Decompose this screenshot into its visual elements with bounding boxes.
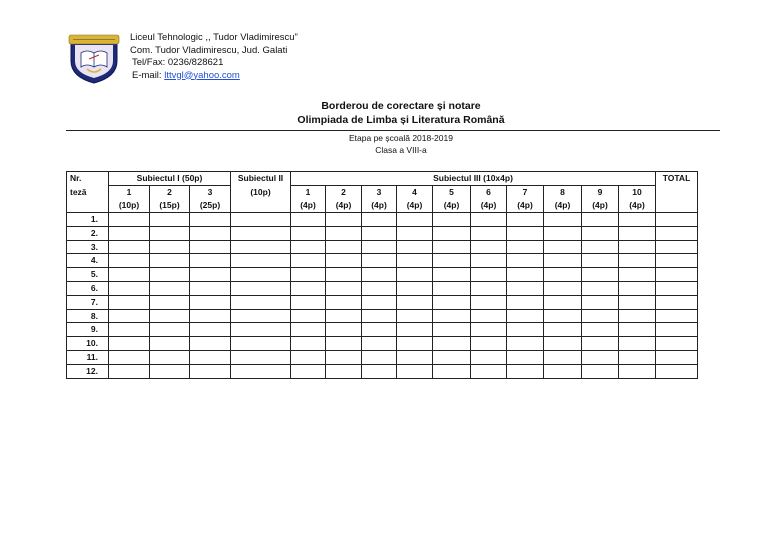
score-cell[interactable]	[190, 337, 231, 351]
score-cell[interactable]	[656, 281, 698, 295]
score-cell[interactable]	[433, 213, 471, 227]
score-cell[interactable]	[231, 226, 291, 240]
score-cell[interactable]	[544, 350, 582, 364]
score-cell[interactable]	[582, 268, 619, 282]
score-cell[interactable]	[150, 268, 190, 282]
score-cell[interactable]	[109, 309, 150, 323]
score-cell[interactable]	[231, 364, 291, 378]
col-nr-label-line2: teză	[67, 186, 109, 200]
score-cell[interactable]	[433, 281, 471, 295]
s1-item-pts: (15p)	[150, 199, 190, 213]
score-cell[interactable]	[150, 240, 190, 254]
score-cell[interactable]	[656, 323, 698, 337]
score-cell[interactable]	[362, 309, 397, 323]
score-cell[interactable]	[362, 364, 397, 378]
row-number: 8.	[67, 309, 109, 323]
table-row	[67, 226, 698, 240]
score-cell[interactable]	[291, 337, 326, 351]
score-cell[interactable]	[544, 281, 582, 295]
score-cell[interactable]	[397, 309, 433, 323]
table-row	[67, 309, 698, 323]
table-row	[67, 295, 698, 309]
score-cell[interactable]	[291, 309, 326, 323]
row-number: 4.	[67, 254, 109, 268]
score-cell[interactable]	[109, 226, 150, 240]
score-cell[interactable]	[656, 295, 698, 309]
row-number: 6.	[67, 281, 109, 295]
score-cell[interactable]	[582, 213, 619, 227]
score-cell[interactable]	[231, 309, 291, 323]
score-cell[interactable]	[619, 350, 656, 364]
score-cell[interactable]	[507, 309, 544, 323]
score-cell[interactable]	[397, 337, 433, 351]
s3-item-num: 6	[471, 186, 507, 200]
row-number: 1.	[67, 213, 109, 227]
row-number: 2.	[67, 226, 109, 240]
s1-item-num: 3	[190, 186, 231, 200]
score-cell[interactable]	[190, 364, 231, 378]
score-cell[interactable]	[326, 323, 362, 337]
score-cell[interactable]	[231, 281, 291, 295]
s1-item-num: 1	[109, 186, 150, 200]
score-cell[interactable]	[619, 240, 656, 254]
score-cell[interactable]	[109, 268, 150, 282]
score-cell[interactable]	[326, 364, 362, 378]
score-cell[interactable]	[544, 213, 582, 227]
title-divider	[66, 130, 720, 131]
score-cell[interactable]	[471, 281, 507, 295]
subject2-points: (10p)	[231, 186, 291, 200]
score-cell[interactable]	[433, 254, 471, 268]
score-cell[interactable]	[326, 254, 362, 268]
s3-item-pts: (4p)	[582, 199, 619, 213]
score-cell[interactable]	[582, 281, 619, 295]
score-cell[interactable]	[190, 254, 231, 268]
score-cell[interactable]	[190, 295, 231, 309]
score-cell[interactable]	[150, 254, 190, 268]
score-cell[interactable]	[433, 350, 471, 364]
score-cell[interactable]	[619, 323, 656, 337]
table-row	[67, 350, 698, 364]
score-cell[interactable]	[619, 337, 656, 351]
score-cell[interactable]	[326, 268, 362, 282]
s3-item-pts: (4p)	[397, 199, 433, 213]
score-cell[interactable]	[397, 281, 433, 295]
col-nr-label: Nr.	[67, 172, 109, 186]
score-cell[interactable]	[582, 295, 619, 309]
school-crest-logo	[67, 31, 121, 85]
score-cell[interactable]	[582, 254, 619, 268]
score-cell[interactable]	[231, 295, 291, 309]
s3-item-pts: (4p)	[326, 199, 362, 213]
s3-item-num: 8	[544, 186, 582, 200]
score-cell[interactable]	[190, 281, 231, 295]
score-cell[interactable]	[619, 213, 656, 227]
total-blank	[656, 199, 698, 213]
score-cell[interactable]	[433, 364, 471, 378]
score-cell[interactable]	[619, 254, 656, 268]
score-cell[interactable]	[326, 281, 362, 295]
score-cell[interactable]	[397, 295, 433, 309]
score-cell[interactable]	[190, 268, 231, 282]
score-cell[interactable]	[397, 364, 433, 378]
score-cell[interactable]	[397, 226, 433, 240]
row-number: 7.	[67, 295, 109, 309]
score-cell[interactable]	[507, 281, 544, 295]
score-cell[interactable]	[507, 364, 544, 378]
row-number: 3.	[67, 240, 109, 254]
score-cell[interactable]	[656, 226, 698, 240]
score-cell[interactable]	[471, 268, 507, 282]
score-cell[interactable]	[544, 254, 582, 268]
score-cell[interactable]	[433, 240, 471, 254]
item-number-row	[67, 186, 698, 200]
s3-item-num: 10	[619, 186, 656, 200]
row-number: 10.	[67, 337, 109, 351]
score-cell[interactable]	[231, 254, 291, 268]
table-row	[67, 364, 698, 378]
s3-item-pts: (4p)	[362, 199, 397, 213]
score-cell[interactable]	[507, 213, 544, 227]
score-cell[interactable]	[291, 240, 326, 254]
score-cell[interactable]	[397, 213, 433, 227]
score-cell[interactable]	[109, 240, 150, 254]
school-name: Liceul Tehnologic ,, Tudor Vladimirescu”	[130, 32, 298, 43]
score-cell[interactable]	[150, 213, 190, 227]
table-row	[67, 213, 698, 227]
score-cell[interactable]	[362, 337, 397, 351]
score-cell[interactable]	[397, 323, 433, 337]
s3-item-pts: (4p)	[544, 199, 582, 213]
score-cell[interactable]	[109, 254, 150, 268]
s3-item-num: 7	[507, 186, 544, 200]
table-row	[67, 337, 698, 351]
score-cell[interactable]	[291, 268, 326, 282]
score-cell[interactable]	[433, 309, 471, 323]
subject2-blank	[231, 199, 291, 213]
s3-item-pts: (4p)	[471, 199, 507, 213]
score-cell[interactable]	[544, 268, 582, 282]
score-cell[interactable]	[507, 350, 544, 364]
score-cell[interactable]	[471, 364, 507, 378]
score-cell[interactable]	[544, 226, 582, 240]
score-cell[interactable]	[619, 364, 656, 378]
document-title: Borderou de corectare și notare	[321, 100, 481, 112]
s3-item-num: 1	[291, 186, 326, 200]
score-cell[interactable]	[109, 323, 150, 337]
score-cell[interactable]	[656, 268, 698, 282]
score-cell[interactable]	[507, 295, 544, 309]
score-cell[interactable]	[362, 254, 397, 268]
score-cell[interactable]	[471, 254, 507, 268]
score-cell[interactable]	[109, 213, 150, 227]
score-cell[interactable]	[544, 337, 582, 351]
email-link[interactable]: lttvgl@yahoo.com	[164, 69, 240, 81]
score-cell[interactable]	[291, 295, 326, 309]
score-cell[interactable]	[544, 309, 582, 323]
score-cell[interactable]	[362, 295, 397, 309]
score-cell[interactable]	[326, 226, 362, 240]
score-cell[interactable]	[471, 295, 507, 309]
score-cell[interactable]	[544, 323, 582, 337]
score-cell[interactable]	[231, 268, 291, 282]
table-row	[67, 254, 698, 268]
score-cell[interactable]	[656, 364, 698, 378]
score-cell[interactable]	[471, 350, 507, 364]
score-cell[interactable]	[433, 323, 471, 337]
s3-item-pts: (4p)	[619, 199, 656, 213]
score-cell[interactable]	[619, 268, 656, 282]
score-cell[interactable]	[619, 281, 656, 295]
score-cell[interactable]	[150, 226, 190, 240]
score-cell[interactable]	[507, 254, 544, 268]
total-header-cont	[656, 186, 698, 200]
score-cell[interactable]	[291, 350, 326, 364]
score-cell[interactable]	[109, 295, 150, 309]
score-cell[interactable]	[362, 213, 397, 227]
score-cell[interactable]	[582, 364, 619, 378]
score-cell[interactable]	[231, 213, 291, 227]
score-cell[interactable]	[150, 323, 190, 337]
school-phone: Tel/Fax: 0236/828621	[132, 57, 224, 68]
score-cell[interactable]	[507, 240, 544, 254]
score-cell[interactable]	[150, 281, 190, 295]
s3-item-num: 5	[433, 186, 471, 200]
score-cell[interactable]	[231, 323, 291, 337]
score-cell[interactable]	[544, 240, 582, 254]
s1-item-pts: (25p)	[190, 199, 231, 213]
s1-item-num: 2	[150, 186, 190, 200]
score-cell[interactable]	[433, 226, 471, 240]
class-label: Clasa a VIII-a	[375, 145, 427, 155]
s3-item-pts: (4p)	[291, 199, 326, 213]
table-row	[67, 281, 698, 295]
s3-item-num: 3	[362, 186, 397, 200]
s3-item-pts: (4p)	[433, 199, 471, 213]
score-cell[interactable]	[397, 350, 433, 364]
score-cell[interactable]	[231, 337, 291, 351]
subject2-header: Subiectul II	[231, 172, 291, 186]
item-points-row	[67, 199, 698, 213]
subject1-header: Subiectul I (50p)	[109, 172, 231, 186]
score-cell[interactable]	[231, 350, 291, 364]
school-email-line	[130, 70, 298, 83]
score-cell[interactable]	[190, 323, 231, 337]
school-header	[130, 32, 298, 82]
table-header-row	[67, 172, 698, 186]
score-cell[interactable]	[362, 350, 397, 364]
score-cell[interactable]	[150, 364, 190, 378]
score-cell[interactable]	[582, 309, 619, 323]
subject3-header: Subiectul III (10x4p)	[291, 172, 656, 186]
score-cell[interactable]	[109, 364, 150, 378]
score-cell[interactable]	[397, 240, 433, 254]
row-number: 11.	[67, 350, 109, 364]
score-cell[interactable]	[190, 240, 231, 254]
score-cell[interactable]	[397, 254, 433, 268]
score-cell[interactable]	[190, 213, 231, 227]
score-cell[interactable]	[656, 350, 698, 364]
score-cell[interactable]	[291, 254, 326, 268]
score-cell[interactable]	[656, 254, 698, 268]
total-header: TOTAL	[656, 172, 698, 186]
score-cell[interactable]	[326, 240, 362, 254]
score-cell[interactable]	[326, 337, 362, 351]
score-cell[interactable]	[507, 323, 544, 337]
score-cell[interactable]	[619, 309, 656, 323]
score-cell[interactable]	[362, 268, 397, 282]
col-nr-blank	[67, 199, 109, 213]
score-cell[interactable]	[471, 213, 507, 227]
score-cell[interactable]	[150, 337, 190, 351]
score-cell[interactable]	[326, 213, 362, 227]
s1-item-pts: (10p)	[109, 199, 150, 213]
email-label: E-mail:	[132, 69, 165, 81]
score-cell[interactable]	[326, 295, 362, 309]
school-crest-icon	[67, 31, 121, 85]
score-cell[interactable]	[619, 226, 656, 240]
grading-table	[66, 171, 698, 379]
score-cell[interactable]	[433, 268, 471, 282]
score-cell[interactable]	[507, 337, 544, 351]
score-cell[interactable]	[109, 337, 150, 351]
score-cell[interactable]	[190, 350, 231, 364]
score-cell[interactable]	[471, 226, 507, 240]
score-cell[interactable]	[471, 309, 507, 323]
table-row	[67, 240, 698, 254]
school-address: Com. Tudor Vladimirescu, Jud. Galati	[130, 44, 288, 56]
score-cell[interactable]	[150, 309, 190, 323]
score-cell[interactable]	[471, 240, 507, 254]
score-cell[interactable]	[582, 226, 619, 240]
score-cell[interactable]	[582, 350, 619, 364]
score-cell[interactable]	[326, 350, 362, 364]
score-cell[interactable]	[109, 350, 150, 364]
score-cell[interactable]	[656, 337, 698, 351]
score-cell[interactable]	[656, 240, 698, 254]
s3-item-num: 2	[326, 186, 362, 200]
score-cell[interactable]	[619, 295, 656, 309]
score-cell[interactable]	[150, 295, 190, 309]
score-cell[interactable]	[362, 323, 397, 337]
row-number: 5.	[67, 268, 109, 282]
table-row	[67, 323, 698, 337]
olympiad-title: Olimpiada de Limba și Literatura Română	[297, 114, 505, 126]
score-cell[interactable]	[291, 364, 326, 378]
score-cell[interactable]	[109, 281, 150, 295]
score-cell[interactable]	[362, 281, 397, 295]
score-cell[interactable]	[544, 364, 582, 378]
row-number: 12.	[67, 364, 109, 378]
score-cell[interactable]	[150, 350, 190, 364]
score-cell[interactable]	[544, 295, 582, 309]
score-cell[interactable]	[471, 337, 507, 351]
score-cell[interactable]	[471, 323, 507, 337]
score-cell[interactable]	[326, 309, 362, 323]
score-cell[interactable]	[582, 323, 619, 337]
score-cell[interactable]	[190, 226, 231, 240]
score-cell[interactable]	[362, 240, 397, 254]
score-cell[interactable]	[397, 268, 433, 282]
score-cell[interactable]	[582, 337, 619, 351]
score-cell[interactable]	[291, 226, 326, 240]
score-cell[interactable]	[291, 213, 326, 227]
score-cell[interactable]	[362, 226, 397, 240]
score-cell[interactable]	[507, 268, 544, 282]
score-cell[interactable]	[582, 240, 619, 254]
score-cell[interactable]	[231, 240, 291, 254]
table-row	[67, 268, 698, 282]
score-cell[interactable]	[433, 337, 471, 351]
row-number: 9.	[67, 323, 109, 337]
s3-item-num: 9	[582, 186, 619, 200]
score-cell[interactable]	[433, 295, 471, 309]
score-cell[interactable]	[656, 309, 698, 323]
score-cell[interactable]	[190, 309, 231, 323]
score-cell[interactable]	[656, 213, 698, 227]
s3-item-pts: (4p)	[507, 199, 544, 213]
score-cell[interactable]	[291, 281, 326, 295]
s3-item-num: 4	[397, 186, 433, 200]
score-cell[interactable]	[507, 226, 544, 240]
score-cell[interactable]	[291, 323, 326, 337]
stage-label: Etapa pe școală 2018-2019	[349, 133, 453, 143]
